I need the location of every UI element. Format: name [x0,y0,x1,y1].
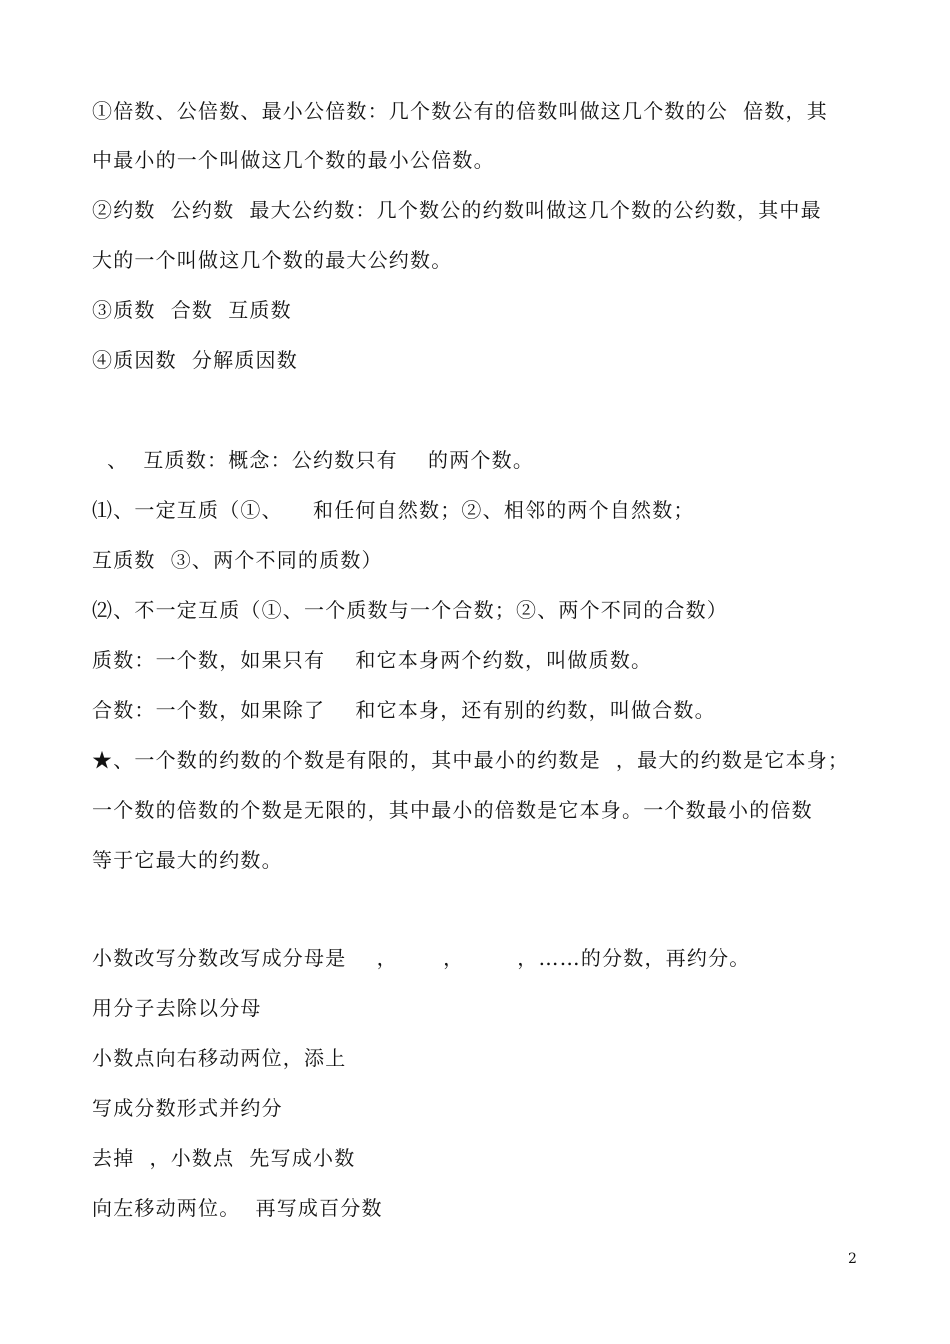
text-line-divisors: ②约数 公约数 最大公约数：几个数公的约数叫做这几个数的公约数，其中最 [92,198,822,222]
text-line-divide: 用分子去除以分母 [92,996,262,1020]
text-line-coprime-concept: 、 互质数：概念：公约数只有 的两个数。 [92,448,535,472]
text-line-fraction-form: 写成分数形式并约分 [92,1096,283,1120]
text-line-move-right: 小数点向右移动两位，添上 [92,1046,347,1070]
text-line-coprime-primes: 互质数 ③、两个不同的质数） [92,548,383,572]
text-line-always-coprime: ⑴、一定互质（①、 和任何自然数；②、相邻的两个自然数； [92,498,695,522]
text-line-star-note: ★、一个数的约数的个数是有限的，其中最小的约数是 ，最大的约数是它本身； [92,748,850,772]
text-line-gcd-def: 大的一个叫做这几个数的最大公约数。 [92,248,453,272]
text-line-lcm-def: 中最小的一个叫做这几个数的最小公倍数。 [92,148,495,172]
text-line-multiples: ①倍数、公倍数、最小公倍数：几个数公有的倍数叫做这几个数的公 倍数，其 [92,99,828,123]
text-line-remove-point: 去掉 ，小数点 先写成小数 [92,1146,356,1170]
text-line-composite-def: 合数：一个数，如果除了 和它本身，还有别的约数，叫做合数。 [92,698,716,722]
text-line-not-always-coprime: ⑵、不一定互质（①、一个质数与一个合数；②、两个不同的合数） [92,598,728,622]
text-line-primes: ③质数 合数 互质数 [92,298,292,322]
text-line-decimal-to-fraction: 小数改写分数改写成分母是 ， ， ，……的分数，再约分。 [92,946,751,970]
page-number: 2 [848,1251,857,1267]
text-line-move-left: 向左移动两位。 再写成百分数 [92,1196,383,1220]
text-line-multiples-note: 一个数的倍数的个数是无限的，其中最小的倍数是它本身。一个数最小的倍数 [92,798,813,822]
text-line-prime-def: 质数：一个数，如果只有 和它本身两个约数，叫做质数。 [92,648,653,672]
text-line-prime-factors: ④质因数 分解质因数 [92,348,298,372]
text-line-multiples-equal: 等于它最大的约数。 [92,848,283,872]
